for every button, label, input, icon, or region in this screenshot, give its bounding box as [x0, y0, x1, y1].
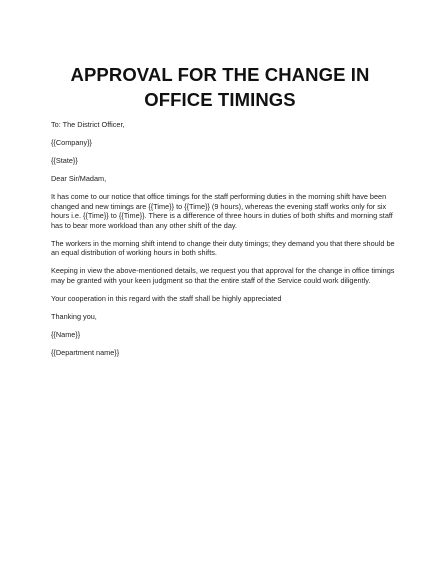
- company-placeholder: {{Company}}: [51, 137, 92, 147]
- closing-line: Thanking you,: [51, 311, 97, 321]
- recipient-line: To: The District Officer,: [51, 120, 125, 129]
- letter-body: [51, 120, 396, 366]
- department-placeholder: {{Department name}}: [51, 347, 120, 357]
- paragraph-cooperation: Your cooperation in this regard with the staff shall be highly appreciated: [51, 293, 282, 303]
- paragraph-demand: The workers in the morning shift intend to change their duty timings; they demand you that there should be an equal distribution of working hours in both shifts.: [51, 238, 395, 258]
- salutation: Dear Sir/Madam,: [51, 173, 107, 183]
- letter-title: APPROVAL FOR THE CHANGE IN OFFICE TIMINGS: [70, 64, 370, 110]
- state-placeholder: {{State}}: [51, 155, 78, 165]
- paragraph-request: Keeping in view the above-mentioned details, we request you that approval for the change in office timings may be granted with your keen judgment so that the entire staff of the Service could work diligently.: [51, 266, 395, 285]
- paragraph-notice: It has come to our notice that office timings for the staff performing duties in the morning shift have been changed and new timings are {{Time}} to {{Time}} (9 hours), whereas the evening staff works only for six hours i.e. {{Time}} to {{Time}}. There is a difference of three hours in duties of both shifts and morning staff has to bear more workload than any other shift of the day.: [51, 191, 393, 230]
- name-placeholder: {{Name}}: [51, 329, 81, 339]
